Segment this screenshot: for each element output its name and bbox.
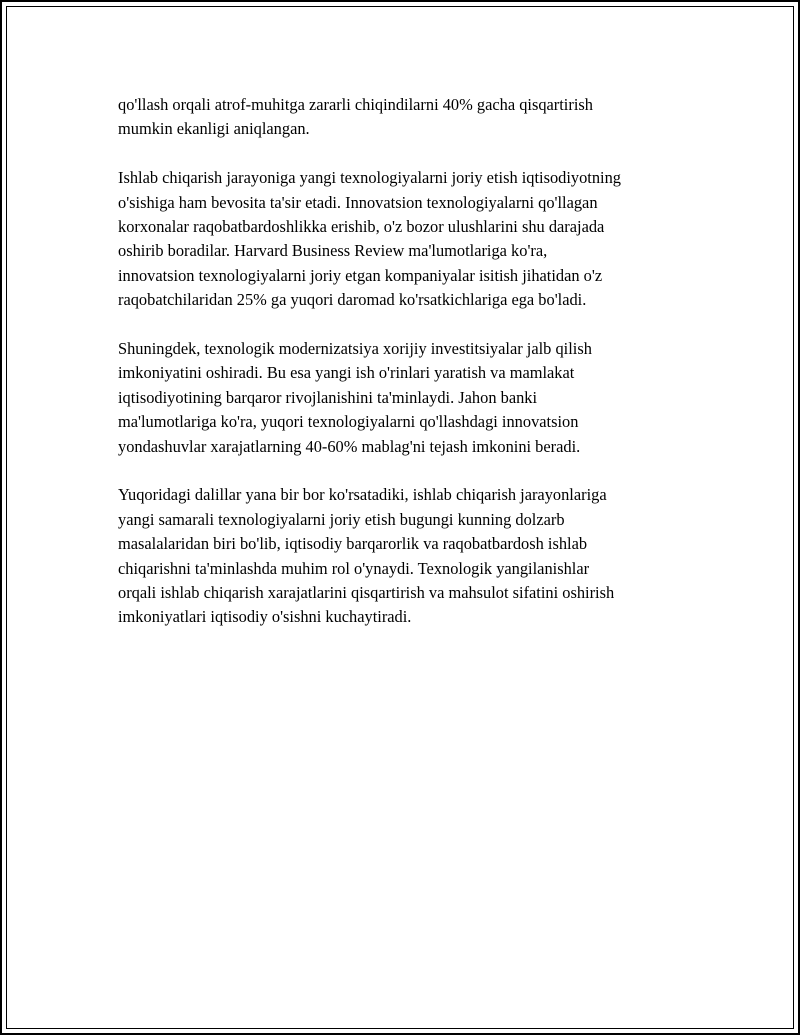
text-line: chiqarishni ta'minlashda muhim rol o'ynaydi. Texnologik yangilanishlar [118, 558, 590, 578]
text-line: Yuqoridagi dalillar yana bir bor ko'rsatadiki, ishlab chiqarish jarayonlariga [118, 485, 607, 505]
paragraph [118, 93, 698, 142]
paragraph [118, 483, 698, 629]
text-line: innovatsion texnologiyalarni joriy etgan kompaniyalar isitish jihatidan o'z [118, 265, 603, 285]
text-line: yondashuvlar xarajatlarning 40-60% mablag'ni tejash imkonini beradi. [118, 436, 581, 456]
text-line: oshirib boradilar. Harvard Business Review ma'lumotlariga ko'ra, [118, 241, 548, 261]
text-line: Shuningdek, texnologik modernizatsiya xorijiy investitsiyalar jalb qilish [118, 339, 592, 359]
paragraph [118, 166, 698, 312]
paragraph [118, 337, 698, 459]
text-line: qo'llash orqali atrof-muhitga zararli chiqindilarni 40% gacha qisqartirish [118, 95, 593, 114]
document-body [118, 93, 698, 654]
text-line: yangi samarali texnologiyalarni joriy etish bugungi kunning dolzarb [118, 509, 565, 529]
text-line: mumkin ekanligi aniqlangan. [118, 119, 310, 139]
text-line: orqali ishlab chiqarish xarajatlarini qisqartirish va mahsulot sifatini oshirish [118, 583, 615, 603]
text-line: raqobatchilaridan 25% ga yuqori daromad ko'rsatkichlariga ega bo'ladi. [118, 290, 587, 310]
text-line: ma'lumotlariga ko'ra, yuqori texnologiyalarni qo'llashdagi innovatsion [118, 412, 579, 432]
text-line: korxonalar raqobatbardoshlikka erishib, o'z bozor ulushlarini shu darajada [118, 217, 605, 237]
text-line: imkoniyatlari iqtisodiy o'sishni kuchaytiradi. [118, 607, 412, 627]
text-line: masalalaridan biri bo'lib, iqtisodiy barqarorlik va raqobatbardosh ishlab [118, 534, 588, 554]
text-line: o'sishiga ham bevosita ta'sir etadi. Innovatsion texnologiyalarni qo'llagan [118, 192, 598, 212]
text-line: Ishlab chiqarish jarayoniga yangi texnologiyalarni joriy etish iqtisodiyotning [118, 168, 622, 188]
text-line: iqtisodiyotining barqaror rivojlanishini ta'minlaydi. Jahon banki [118, 387, 538, 407]
text-line: imkoniyatini oshiradi. Bu esa yangi ish o'rinlari yaratish va mamlakat [118, 363, 575, 383]
